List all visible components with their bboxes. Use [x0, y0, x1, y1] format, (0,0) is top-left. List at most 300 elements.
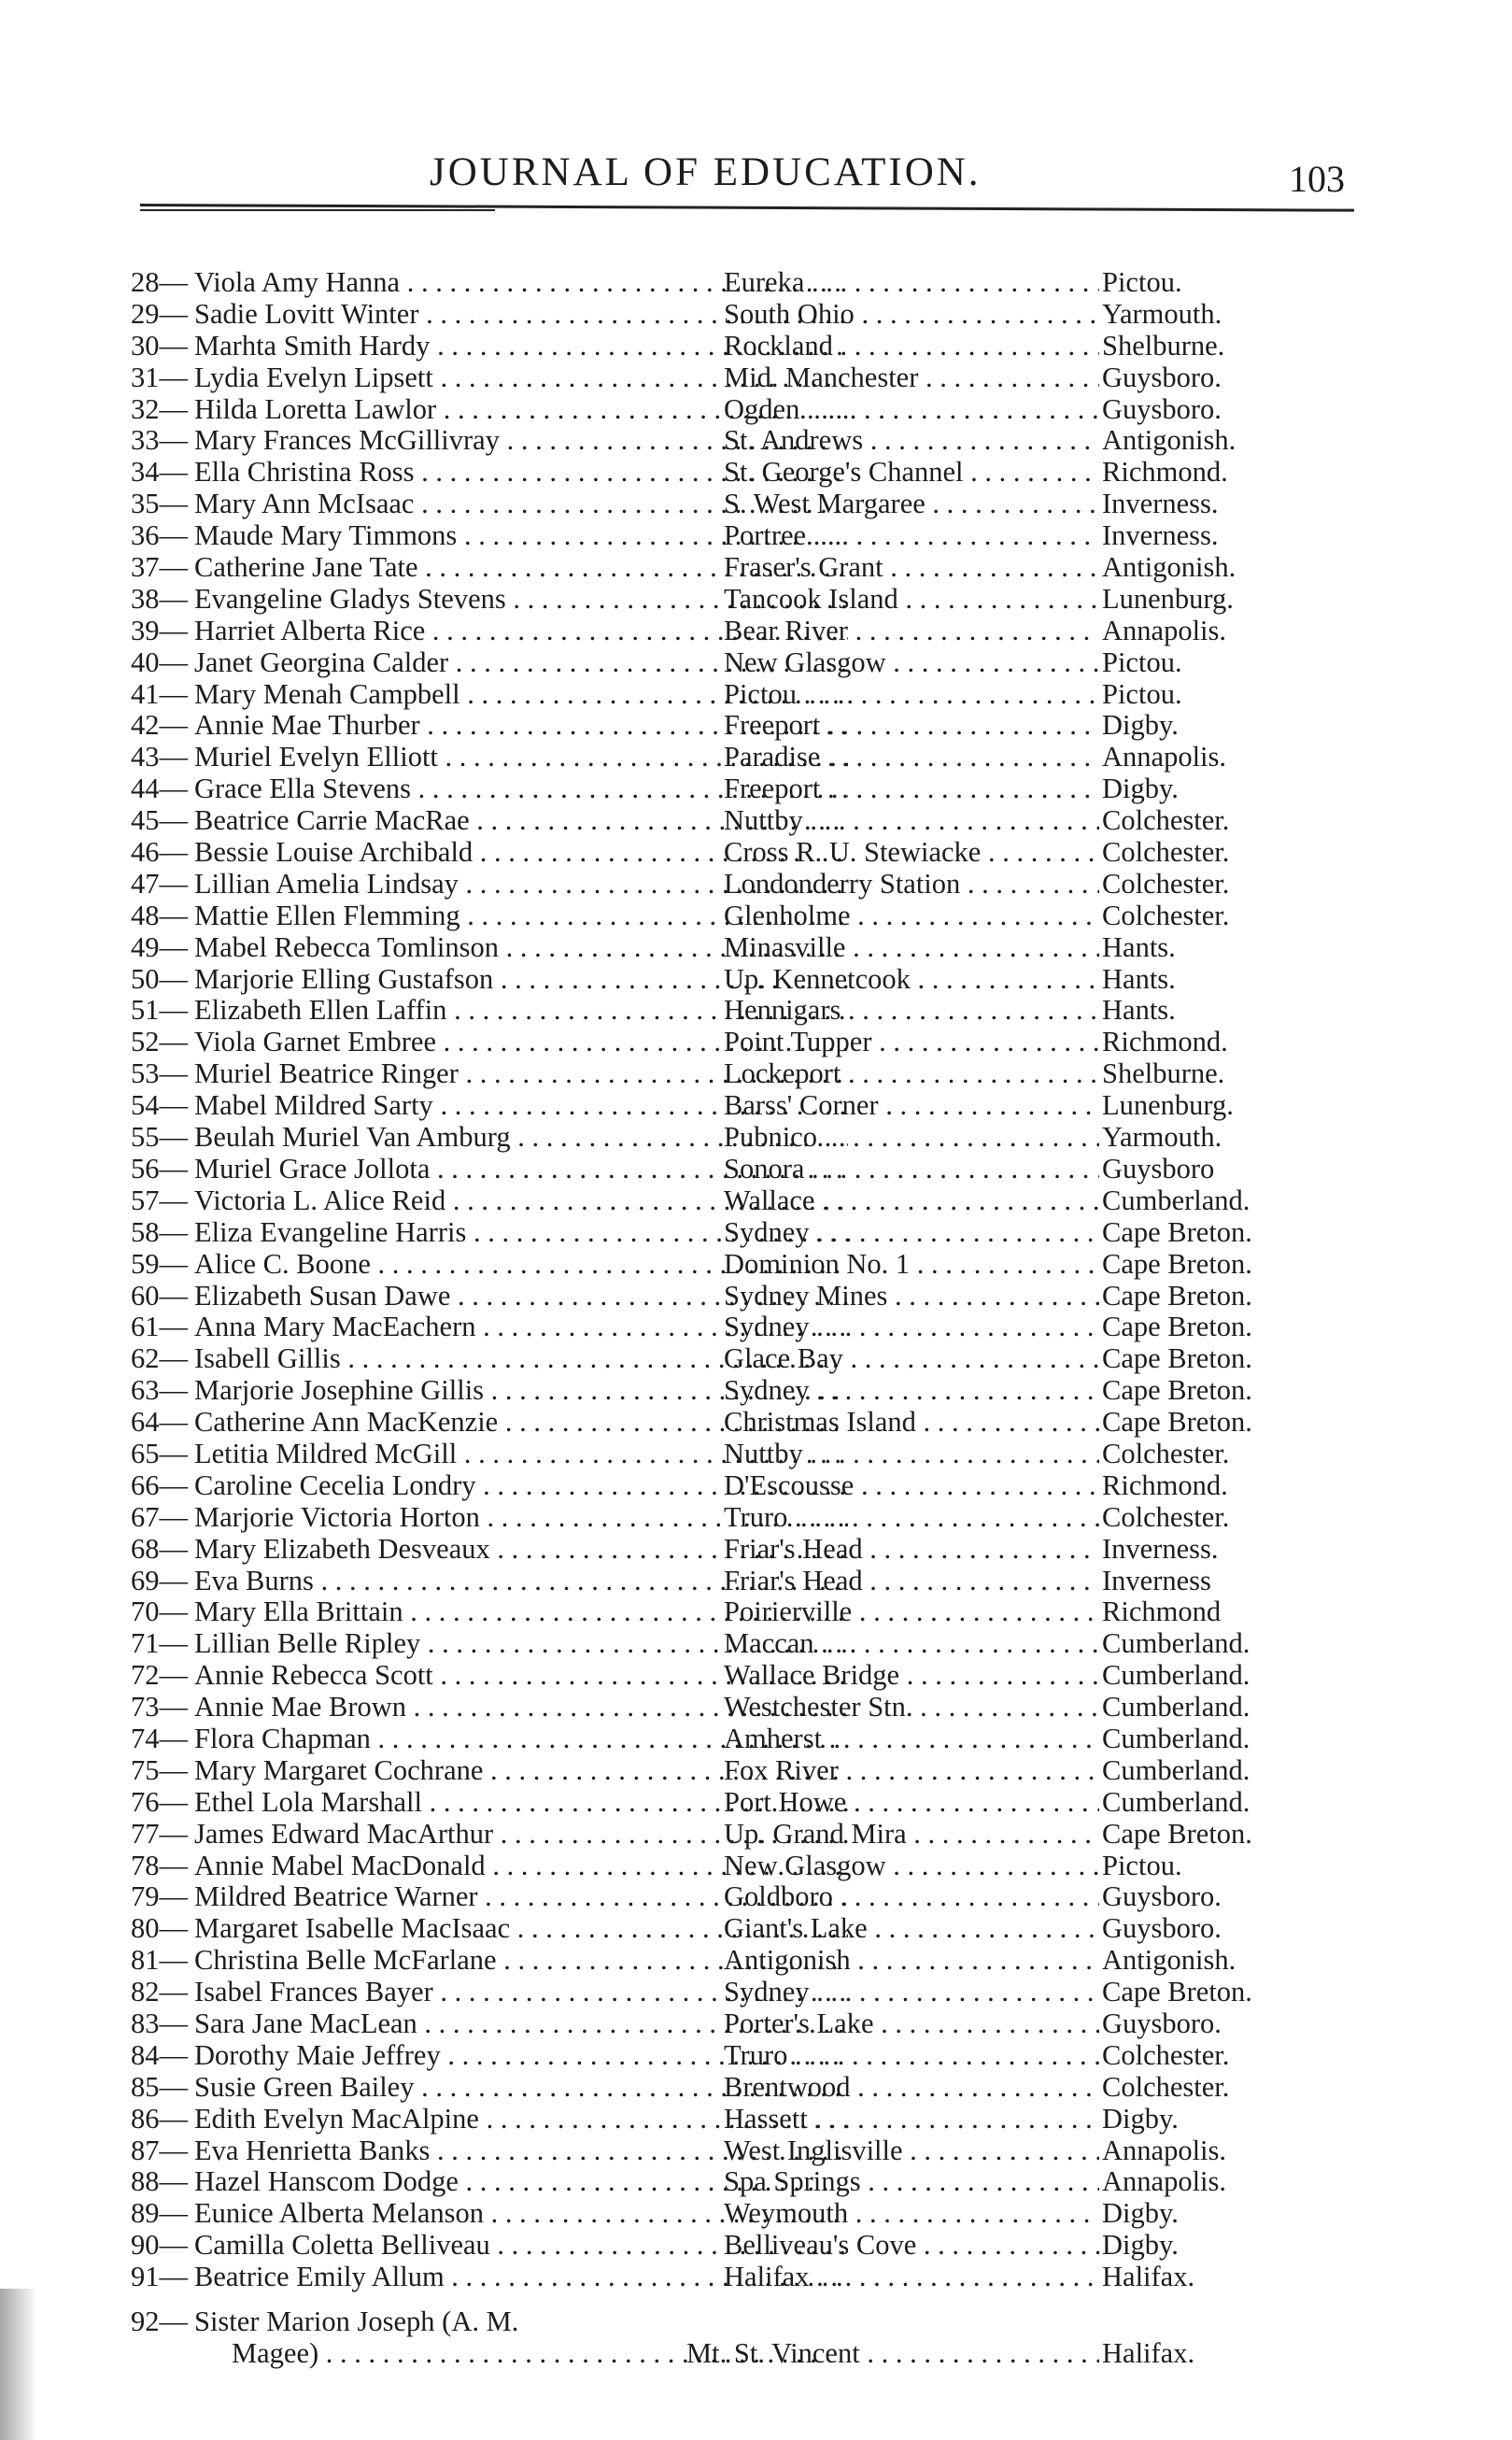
entry-county: Cumberland. — [1102, 1722, 1251, 1754]
entry-place: Sydney Mines . . . — [724, 1281, 1099, 1312]
entry-place: New Glasgow . . . — [724, 1851, 1099, 1882]
entry-name: Mary Menah Campbell . . . — [194, 679, 848, 711]
list-item — [131, 1534, 1298, 1566]
entry-county: Inverness. — [1102, 1532, 1219, 1565]
entry-number: 37— — [131, 551, 188, 584]
entry-number: 29— — [131, 297, 188, 330]
list-item — [131, 1470, 1298, 1502]
list-item — [131, 1755, 1298, 1787]
entry-place: Giant's Lake . . . — [724, 1913, 1099, 1945]
entry-county: Antigonish. — [1102, 1944, 1236, 1977]
list-item — [131, 1185, 1298, 1217]
list-item — [131, 1343, 1298, 1375]
list-item — [131, 647, 1298, 679]
entry-name: Mabel Rebecca Tomlinson . . . — [194, 932, 848, 964]
entry-name: Susie Green Bailey . . . — [194, 2072, 848, 2104]
entry-county: Halifax. — [1102, 2261, 1195, 2293]
list-item — [131, 520, 1298, 552]
list-item — [131, 1027, 1298, 1058]
list-item — [131, 742, 1298, 773]
entry-number: 38— — [131, 582, 188, 615]
entry-county: Cape Breton. — [1102, 1279, 1252, 1312]
entry-county: Cumberland. — [1102, 1753, 1251, 1786]
entry-name: Catherine Ann MacKenzie . . . — [194, 1407, 848, 1439]
entry-place: Cross R. U. Stewiacke . . . — [724, 837, 1099, 869]
entry-place: Antigonish . . . — [724, 1945, 1099, 1977]
entry-number: 77— — [131, 1817, 188, 1850]
entry-place: Amherst . . . — [724, 1724, 1099, 1755]
entry-county: Cape Breton. — [1102, 1247, 1252, 1280]
entry-county: Cape Breton. — [1102, 1374, 1252, 1407]
entry-number: 33— — [131, 424, 188, 457]
entry-place: Weymouth . . . — [724, 2198, 1099, 2230]
entry-county: Pictou. — [1102, 645, 1182, 678]
entry-place: Fraser's Grant . . . — [724, 552, 1099, 584]
list-item — [131, 299, 1298, 331]
header-rule-thick — [140, 209, 495, 211]
entry-name: Maude Mary Timmons . . . — [194, 520, 848, 552]
entry-place: South Ohio . . . — [724, 299, 1099, 331]
entry-name: Dorothy Maie Jeffrey . . . — [194, 2040, 848, 2072]
entry-place: Up. Kennetcook . . . — [724, 964, 1099, 996]
entry-name: Elizabeth Susan Dawe . . . — [194, 1281, 848, 1312]
entry-place: Truro . . . — [724, 2040, 1099, 2072]
entry-number: 47— — [131, 867, 188, 900]
list-item-last — [131, 2305, 1298, 2337]
entry-place: St. Andrews . . . — [724, 425, 1099, 457]
entry-county: Hants. — [1102, 994, 1176, 1027]
list-item — [131, 2008, 1298, 2040]
entry-name: Eunice Alberta Melanson . . . — [194, 2198, 848, 2230]
entry-name: Sadie Lovitt Winter . . . — [194, 299, 848, 331]
list-item — [131, 1596, 1298, 1628]
entry-county: Yarmouth. — [1102, 1121, 1222, 1154]
entry-name: Grace Ella Stevens . . . — [194, 773, 848, 805]
entry-number: 81— — [131, 1944, 188, 1977]
entry-number: 76— — [131, 1785, 188, 1818]
entry-place: Sydney . . . — [724, 1217, 1099, 1249]
entry-number: 28— — [131, 266, 188, 298]
entry-place: Hassett . . . — [724, 2104, 1099, 2135]
entry-place: Friar's Head . . . — [724, 1534, 1099, 1566]
entry-county: Digby. — [1102, 2229, 1179, 2262]
entry-place: Mid. Manchester . . . — [724, 362, 1099, 394]
entry-number: 78— — [131, 1849, 188, 1881]
entry-name: Elizabeth Ellen Laffin . . . — [194, 995, 848, 1027]
list-item — [131, 901, 1298, 932]
entry-place: Nuttby . . . — [724, 1439, 1099, 1470]
entry-name: Muriel Beatrice Ringer . . . — [194, 1058, 848, 1090]
entry-place: Brentwood . . . — [724, 2072, 1099, 2104]
entry-number: 57— — [131, 1184, 188, 1216]
list-item — [131, 616, 1298, 647]
entry-name-line2: Magee) . . . — [232, 2337, 818, 2370]
entry-name: Lillian Belle Ripley . . . — [194, 1628, 848, 1660]
entry-place: Pubnico . . . — [724, 1122, 1099, 1154]
entry-place: Nuttby . . . — [724, 805, 1099, 837]
entry-county: Cape Breton. — [1102, 1215, 1252, 1248]
entry-name: Isabell Gillis . . . — [194, 1343, 848, 1375]
list-item — [131, 869, 1298, 901]
list-item — [131, 2072, 1298, 2104]
entry-place: Barss' Corner . . . — [724, 1090, 1099, 1122]
entry-county: Digby. — [1102, 2197, 1179, 2230]
list-item — [131, 1217, 1298, 1249]
entry-number: 56— — [131, 1152, 188, 1185]
entry-name: Muriel Grace Jollota . . . — [194, 1154, 848, 1185]
entry-county: Shelburne. — [1102, 1057, 1225, 1090]
entry-name: Annie Mabel MacDonald . . . — [194, 1851, 848, 1882]
entry-county: Colchester. — [1102, 899, 1230, 931]
page-number: 103 — [1289, 158, 1345, 200]
entry-county: Colchester. — [1102, 836, 1230, 869]
entry-place: Poirierville . . . — [724, 1596, 1099, 1628]
list-item — [131, 1439, 1298, 1470]
list-item — [131, 1628, 1298, 1660]
entry-place: Eureka . . . — [724, 267, 1099, 299]
entry-name: Annie Mae Brown . . . — [194, 1692, 848, 1724]
entry-number: 46— — [131, 836, 188, 869]
entry-county: Digby. — [1102, 2102, 1179, 2135]
entry-number: 49— — [131, 930, 188, 963]
entry-county: Inverness. — [1102, 519, 1219, 552]
entry-name: Beatrice Carrie MacRae . . . — [194, 805, 848, 837]
entry-number: 87— — [131, 2134, 188, 2166]
entry-county: Cape Breton. — [1102, 1342, 1252, 1375]
entry-name: Hazel Hanscom Dodge . . . — [194, 2166, 848, 2198]
entry-place: Belliveau's Cove . . . — [724, 2230, 1099, 2262]
entry-number: 62— — [131, 1342, 188, 1375]
entry-number: 55— — [131, 1121, 188, 1154]
entry-number: 59— — [131, 1247, 188, 1280]
list-item — [131, 1154, 1298, 1185]
entry-name: James Edward MacArthur . . . — [194, 1819, 848, 1851]
list-item — [131, 1375, 1298, 1407]
list-item — [131, 2104, 1298, 2135]
entry-county: Cumberland. — [1102, 1184, 1251, 1216]
entry-number: 41— — [131, 677, 188, 710]
entry-county: Richmond. — [1102, 456, 1228, 489]
entry-number: 66— — [131, 1468, 188, 1501]
entry-place: Hennigars . . . — [724, 995, 1099, 1027]
entry-place: Rockland . . . — [724, 331, 1099, 362]
list-item — [131, 584, 1298, 616]
entry-name: Lillian Amelia Lindsay . . . — [194, 869, 848, 901]
entry-name: Letitia Mildred McGill . . . — [194, 1439, 848, 1470]
entry-county: Digby. — [1102, 773, 1179, 805]
entry-number: 65— — [131, 1437, 188, 1469]
entry-number: 30— — [131, 329, 188, 362]
entry-county: Richmond — [1102, 1596, 1222, 1628]
entry-place: Point Tupper . . . — [724, 1027, 1099, 1058]
list-item — [131, 2230, 1298, 2262]
entry-name: Ella Christina Ross . . . — [194, 457, 848, 489]
entry-place: Glace Bay . . . — [724, 1343, 1099, 1375]
entry-place: Spa Springs . . . — [724, 2166, 1099, 2198]
entry-number: 92— — [131, 2305, 188, 2337]
entry-number: 36— — [131, 519, 188, 552]
entry-name: Lydia Evelyn Lipsett . . . — [194, 362, 848, 394]
entry-place: Sydney . . . — [724, 1312, 1099, 1343]
entry-county: Lunenburg. — [1102, 582, 1234, 615]
entry-name: Mildred Beatrice Warner . . . — [194, 1881, 848, 1913]
entry-name: Eliza Evangeline Harris . . . — [194, 1217, 848, 1249]
entry-place: Porter's Lake . . . — [724, 2008, 1099, 2040]
entry-name: Beulah Muriel Van Amburg . . . — [194, 1122, 848, 1154]
list-item — [131, 1122, 1298, 1154]
entry-name: Victoria L. Alice Reid . . . — [194, 1185, 848, 1217]
list-item — [131, 489, 1298, 520]
list-item — [131, 932, 1298, 964]
list-item — [131, 1058, 1298, 1090]
entry-name: Janet Georgina Calder . . . — [194, 647, 848, 679]
list-item — [131, 2198, 1298, 2230]
entry-name: Margaret Isabelle MacIsaac . . . — [194, 1913, 848, 1945]
entry-number: 40— — [131, 645, 188, 678]
entry-place: Mt. St. Vincent . . . — [686, 2337, 1099, 2370]
entry-number: 79— — [131, 1880, 188, 1913]
entry-name: Marjorie Elling Gustafson . . . — [194, 964, 848, 996]
list-item — [131, 1945, 1298, 1977]
entry-name: Viola Amy Hanna . . . — [194, 267, 848, 299]
entry-number: 54— — [131, 1089, 188, 1122]
entry-county: Cape Breton. — [1102, 1311, 1252, 1343]
entry-place: Truro . . . — [724, 1502, 1099, 1534]
list-item — [131, 552, 1298, 584]
list-item — [131, 773, 1298, 805]
entry-place: Christmas Island . . . — [724, 1407, 1099, 1439]
entry-number: 71— — [131, 1627, 188, 1660]
entry-number: 32— — [131, 392, 188, 425]
entry-place: Portree . . . — [724, 520, 1099, 552]
list-item — [131, 1281, 1298, 1312]
list-item — [131, 964, 1298, 996]
entry-number: 90— — [131, 2229, 188, 2262]
entry-county: Shelburne. — [1102, 329, 1225, 362]
entry-number: 60— — [131, 1279, 188, 1312]
entry-place: Paradise . . . — [724, 742, 1099, 773]
entry-county: Guysboro — [1102, 1152, 1215, 1185]
list-item — [131, 2262, 1298, 2293]
entry-number: 48— — [131, 899, 188, 931]
entry-county: Inverness — [1102, 1564, 1211, 1596]
entry-name: Marhta Smith Hardy . . . — [194, 331, 848, 362]
entry-county: Colchester. — [1102, 1437, 1230, 1469]
entry-name: Christina Belle McFarlane . . . — [194, 1945, 848, 1977]
list-item — [131, 2166, 1298, 2198]
entry-county: Halifax. — [1102, 2337, 1195, 2369]
entry-county: Cape Breton. — [1102, 1817, 1252, 1850]
entry-number: 39— — [131, 614, 188, 646]
entry-place: Sonora . . . — [724, 1154, 1099, 1185]
entry-place: West Inglisville . . . — [724, 2135, 1099, 2167]
entry-name: Mary Frances McGillivray . . . — [194, 425, 848, 457]
scan-shadow — [0, 2289, 37, 2440]
entry-number: 75— — [131, 1753, 188, 1786]
entry-place: Sydney . . . — [724, 1375, 1099, 1407]
entry-name: Annie Mae Thurber . . . — [194, 710, 848, 742]
entry-name: Mary Ann McIsaac . . . — [194, 489, 848, 520]
entry-county: Guysboro. — [1102, 392, 1222, 425]
entry-place: Fox River . . . — [724, 1755, 1099, 1787]
entry-place: Westchester Stn. . . . — [724, 1692, 1099, 1724]
entry-county: Lunenburg. — [1102, 1089, 1234, 1122]
entry-county: Antigonish. — [1102, 424, 1236, 457]
entry-county: Annapolis. — [1102, 614, 1227, 646]
entry-county: Annapolis. — [1102, 2134, 1227, 2166]
entry-number: 72— — [131, 1659, 188, 1692]
list-item — [131, 1502, 1298, 1534]
entry-place: Port Howe . . . — [724, 1787, 1099, 1819]
entry-number: 31— — [131, 361, 188, 393]
entry-number: 69— — [131, 1564, 188, 1596]
entry-number: 83— — [131, 2007, 188, 2039]
entry-number: 52— — [131, 1026, 188, 1058]
entry-name: Mattie Ellen Flemming . . . — [194, 901, 848, 932]
entry-name: Evangeline Gladys Stevens . . . — [194, 584, 848, 616]
entry-number: 88— — [131, 2165, 188, 2198]
list-item — [131, 1566, 1298, 1597]
entry-number: 64— — [131, 1406, 188, 1439]
entry-place: Up. Grand Mira . . . — [724, 1819, 1099, 1851]
page-header-title: JOURNAL OF EDUCATION. — [430, 150, 982, 194]
entry-county: Colchester. — [1102, 867, 1230, 900]
list-item — [131, 1819, 1298, 1851]
entry-county: Annapolis. — [1102, 2165, 1227, 2198]
entry-place: Pictou . . . — [724, 679, 1099, 711]
entry-place: Lockeport . . . — [724, 1058, 1099, 1090]
entry-county: Yarmouth. — [1102, 297, 1222, 330]
list-item — [131, 457, 1298, 489]
entry-county: Richmond. — [1102, 1026, 1228, 1058]
entry-county: Cape Breton. — [1102, 1976, 1252, 2008]
entry-name-line1: Sister Marion Joseph (A. M. — [194, 2305, 519, 2337]
entry-county: Guysboro. — [1102, 2007, 1222, 2039]
list-item — [131, 679, 1298, 711]
entry-place: Wallace Bridge . . . — [724, 1660, 1099, 1692]
entry-county: Inverness. — [1102, 488, 1219, 520]
entry-number: 51— — [131, 994, 188, 1027]
list-item — [131, 331, 1298, 362]
entry-number: 44— — [131, 773, 188, 805]
entry-number: 67— — [131, 1500, 188, 1533]
entry-place: Tancook Island . . . — [724, 584, 1099, 616]
entry-number: 61— — [131, 1311, 188, 1343]
entry-county: Pictou. — [1102, 677, 1182, 710]
entry-name: Ethel Lola Marshall . . . — [194, 1787, 848, 1819]
entry-place: Friar's Head . . . — [724, 1566, 1099, 1597]
entry-name: Harriet Alberta Rice . . . — [194, 616, 848, 647]
entry-number: 34— — [131, 456, 188, 489]
entry-name: Eva Burns . . . — [194, 1566, 848, 1597]
entry-name: Eva Henrietta Banks . . . — [194, 2135, 848, 2167]
entry-place: Wallace . . . — [724, 1185, 1099, 1217]
list-item — [131, 1312, 1298, 1343]
list-item — [131, 394, 1298, 426]
entry-county: Hants. — [1102, 962, 1176, 995]
entry-county: Antigonish. — [1102, 551, 1236, 584]
entry-number: 43— — [131, 741, 188, 773]
entry-county: Cumberland. — [1102, 1659, 1251, 1692]
list-item-last-continued — [131, 2337, 1298, 2369]
list-item — [131, 995, 1298, 1027]
entry-place: Maccan . . . — [724, 1628, 1099, 1660]
entry-county: Pictou. — [1102, 1849, 1182, 1881]
entry-county: Annapolis. — [1102, 741, 1227, 773]
entry-county: Colchester. — [1102, 804, 1230, 837]
entry-number: 74— — [131, 1722, 188, 1754]
entry-name: Anna Mary MacEachern . . . — [194, 1312, 848, 1343]
entry-number: 53— — [131, 1057, 188, 1090]
entry-name: Annie Rebecca Scott . . . — [194, 1660, 848, 1692]
list-item — [131, 1724, 1298, 1755]
entry-county: Guysboro. — [1102, 1880, 1222, 1913]
list-item — [131, 1787, 1298, 1819]
entry-place: Londonderry Station . . . — [724, 869, 1099, 901]
entry-name: Caroline Cecelia Londry . . . — [194, 1470, 848, 1502]
entry-county: Guysboro. — [1102, 361, 1222, 393]
entry-county: Cumberland. — [1102, 1691, 1251, 1724]
list-item — [131, 1660, 1298, 1692]
entry-name: Mary Ella Brittain . . . — [194, 1596, 848, 1628]
entry-place: New Glasgow . . . — [724, 647, 1099, 679]
entry-number: 35— — [131, 488, 188, 520]
entry-place: Goldboro . . . — [724, 1881, 1099, 1913]
entry-number: 45— — [131, 804, 188, 837]
entry-name: Marjorie Victoria Horton . . . — [194, 1502, 848, 1534]
list-item — [131, 710, 1298, 742]
list-item — [131, 1881, 1298, 1913]
entry-county: Colchester. — [1102, 2038, 1230, 2071]
entry-place: Freeport . . . — [724, 773, 1099, 805]
entry-place: Bear River . . . — [724, 616, 1099, 647]
entry-county: Digby. — [1102, 709, 1179, 742]
entry-number: 58— — [131, 1215, 188, 1248]
entry-place: S. West Margaree . . . — [724, 489, 1099, 520]
entry-number: 63— — [131, 1374, 188, 1407]
entry-name: Beatrice Emily Allum . . . — [194, 2262, 848, 2293]
entry-number: 73— — [131, 1691, 188, 1724]
entry-place: Freeport . . . — [724, 710, 1099, 742]
entry-name: Alice C. Boone . . . — [194, 1249, 848, 1281]
list-item — [131, 1090, 1298, 1122]
entry-number: 89— — [131, 2197, 188, 2230]
list-item — [131, 1851, 1298, 1882]
entry-place: Ogden . . . — [724, 394, 1099, 426]
entry-number: 50— — [131, 962, 188, 995]
list-item — [131, 2135, 1298, 2167]
entry-number: 86— — [131, 2102, 188, 2135]
entry-name: Edith Evelyn MacAlpine . . . — [194, 2104, 848, 2135]
list-item — [131, 362, 1298, 394]
entry-number: 42— — [131, 709, 188, 742]
entry-place: Halifax . . . — [724, 2262, 1099, 2293]
entry-place: St. George's Channel . . . — [724, 457, 1099, 489]
list-item — [131, 267, 1298, 299]
entry-number: 85— — [131, 2070, 188, 2103]
entry-name: Sara Jane MacLean . . . — [194, 2008, 848, 2040]
entry-county: Cape Breton. — [1102, 1406, 1252, 1439]
list-item — [131, 837, 1298, 869]
entry-number: 70— — [131, 1596, 188, 1628]
graduate-list — [131, 267, 1298, 2293]
entry-county: Pictou. — [1102, 266, 1182, 298]
list-item — [131, 425, 1298, 457]
entry-county: Richmond. — [1102, 1468, 1228, 1501]
entry-county: Colchester. — [1102, 2070, 1230, 2103]
entry-county: Guysboro. — [1102, 1912, 1222, 1945]
list-item — [131, 1249, 1298, 1281]
